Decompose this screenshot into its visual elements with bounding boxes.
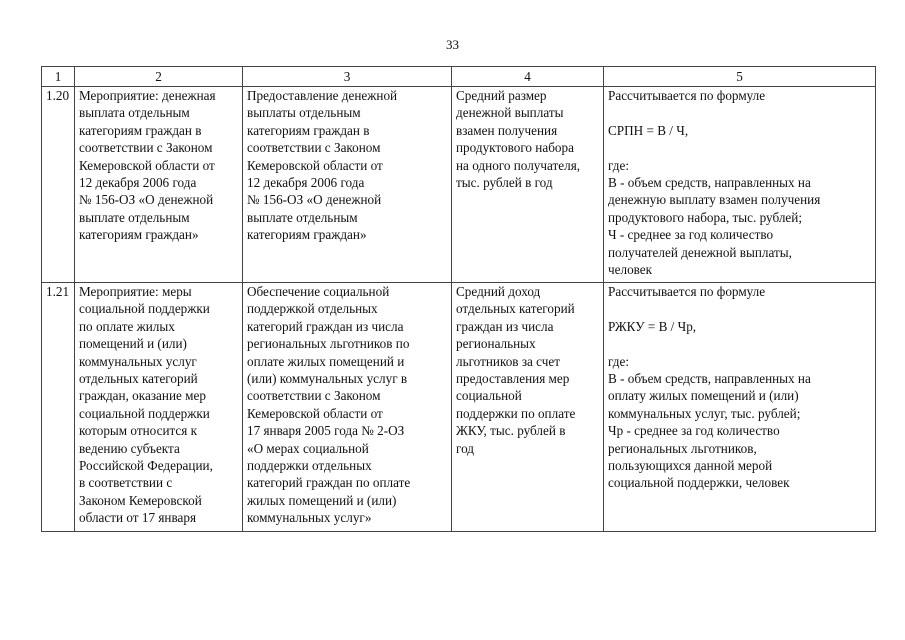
header-row bbox=[42, 67, 876, 87]
column-header-2: 2 bbox=[75, 67, 243, 87]
purpose-cell: Предоставление денежной выплаты отдельным категориям граждан в соответствии с Законом Кемеровской области от 12 декабря 2006 года № 156-ОЗ «О денежной выплате отдельным категориям граждан» bbox=[243, 87, 452, 283]
table-row bbox=[42, 283, 876, 532]
row-number: 1.20 bbox=[42, 87, 75, 283]
row-number: 1.21 bbox=[42, 283, 75, 532]
calculation-method-cell: Рассчитывается по формуле СРПН = В / Ч, где: В - объем средств, направленных на денежную выплату взамен получения продуктового набора, тыс. рублей; Ч - среднее за год количество получателей денежной выплаты, человек bbox=[604, 87, 876, 283]
indicator-cell: Средний размер денежной выплаты взамен получения продуктового набора на одного получателя, тыс. рублей в год bbox=[452, 87, 604, 283]
column-header-1: 1 bbox=[42, 67, 75, 87]
purpose-cell: Обеспечение социальной поддержкой отдельных категорий граждан из числа региональных льготников по оплате жилых помещений и (или) коммунальных услуг в соответствии с Законом Кемеровской области от 17 января 2005 года № 2-ОЗ «О мерах социальной поддержки отдельных категорий граждан по оплате жилых помещений и (или) коммунальных услуг» bbox=[243, 283, 452, 532]
column-header-4: 4 bbox=[452, 67, 604, 87]
page-number: 33 bbox=[446, 37, 459, 52]
column-header-3: 3 bbox=[243, 67, 452, 87]
calculation-method-cell: Рассчитывается по формуле РЖКУ = В / Чр, где: В - объем средств, направленных на оплату жилых помещений и (или) коммунальных услуг, тыс. рублей; Чр - среднее за год количество региональных льготников, пользующихся данной мерой социальной поддержки, человек bbox=[604, 283, 876, 532]
measure-cell: Мероприятие: меры социальной поддержки по оплате жилых помещений и (или) коммунальных услуг отдельных категорий граждан, оказание мер социальной поддержки которым относится к ведению субъекта Российской Федерации, в соответствии с Законом Кемеровской области от 17 января bbox=[75, 283, 243, 532]
table-row bbox=[42, 87, 876, 283]
indicator-table bbox=[41, 66, 876, 532]
indicator-cell: Средний доход отдельных категорий граждан из числа региональных льготников за счет предоставления мер социальной поддержки по оплате ЖКУ, тыс. рублей в год bbox=[452, 283, 604, 532]
measure-cell: Мероприятие: денежная выплата отдельным категориям граждан в соответствии с Законом Кемеровской области от 12 декабря 2006 года № 156-ОЗ «О денежной выплате отдельным категориям граждан» bbox=[75, 87, 243, 283]
column-header-5: 5 bbox=[604, 67, 876, 87]
